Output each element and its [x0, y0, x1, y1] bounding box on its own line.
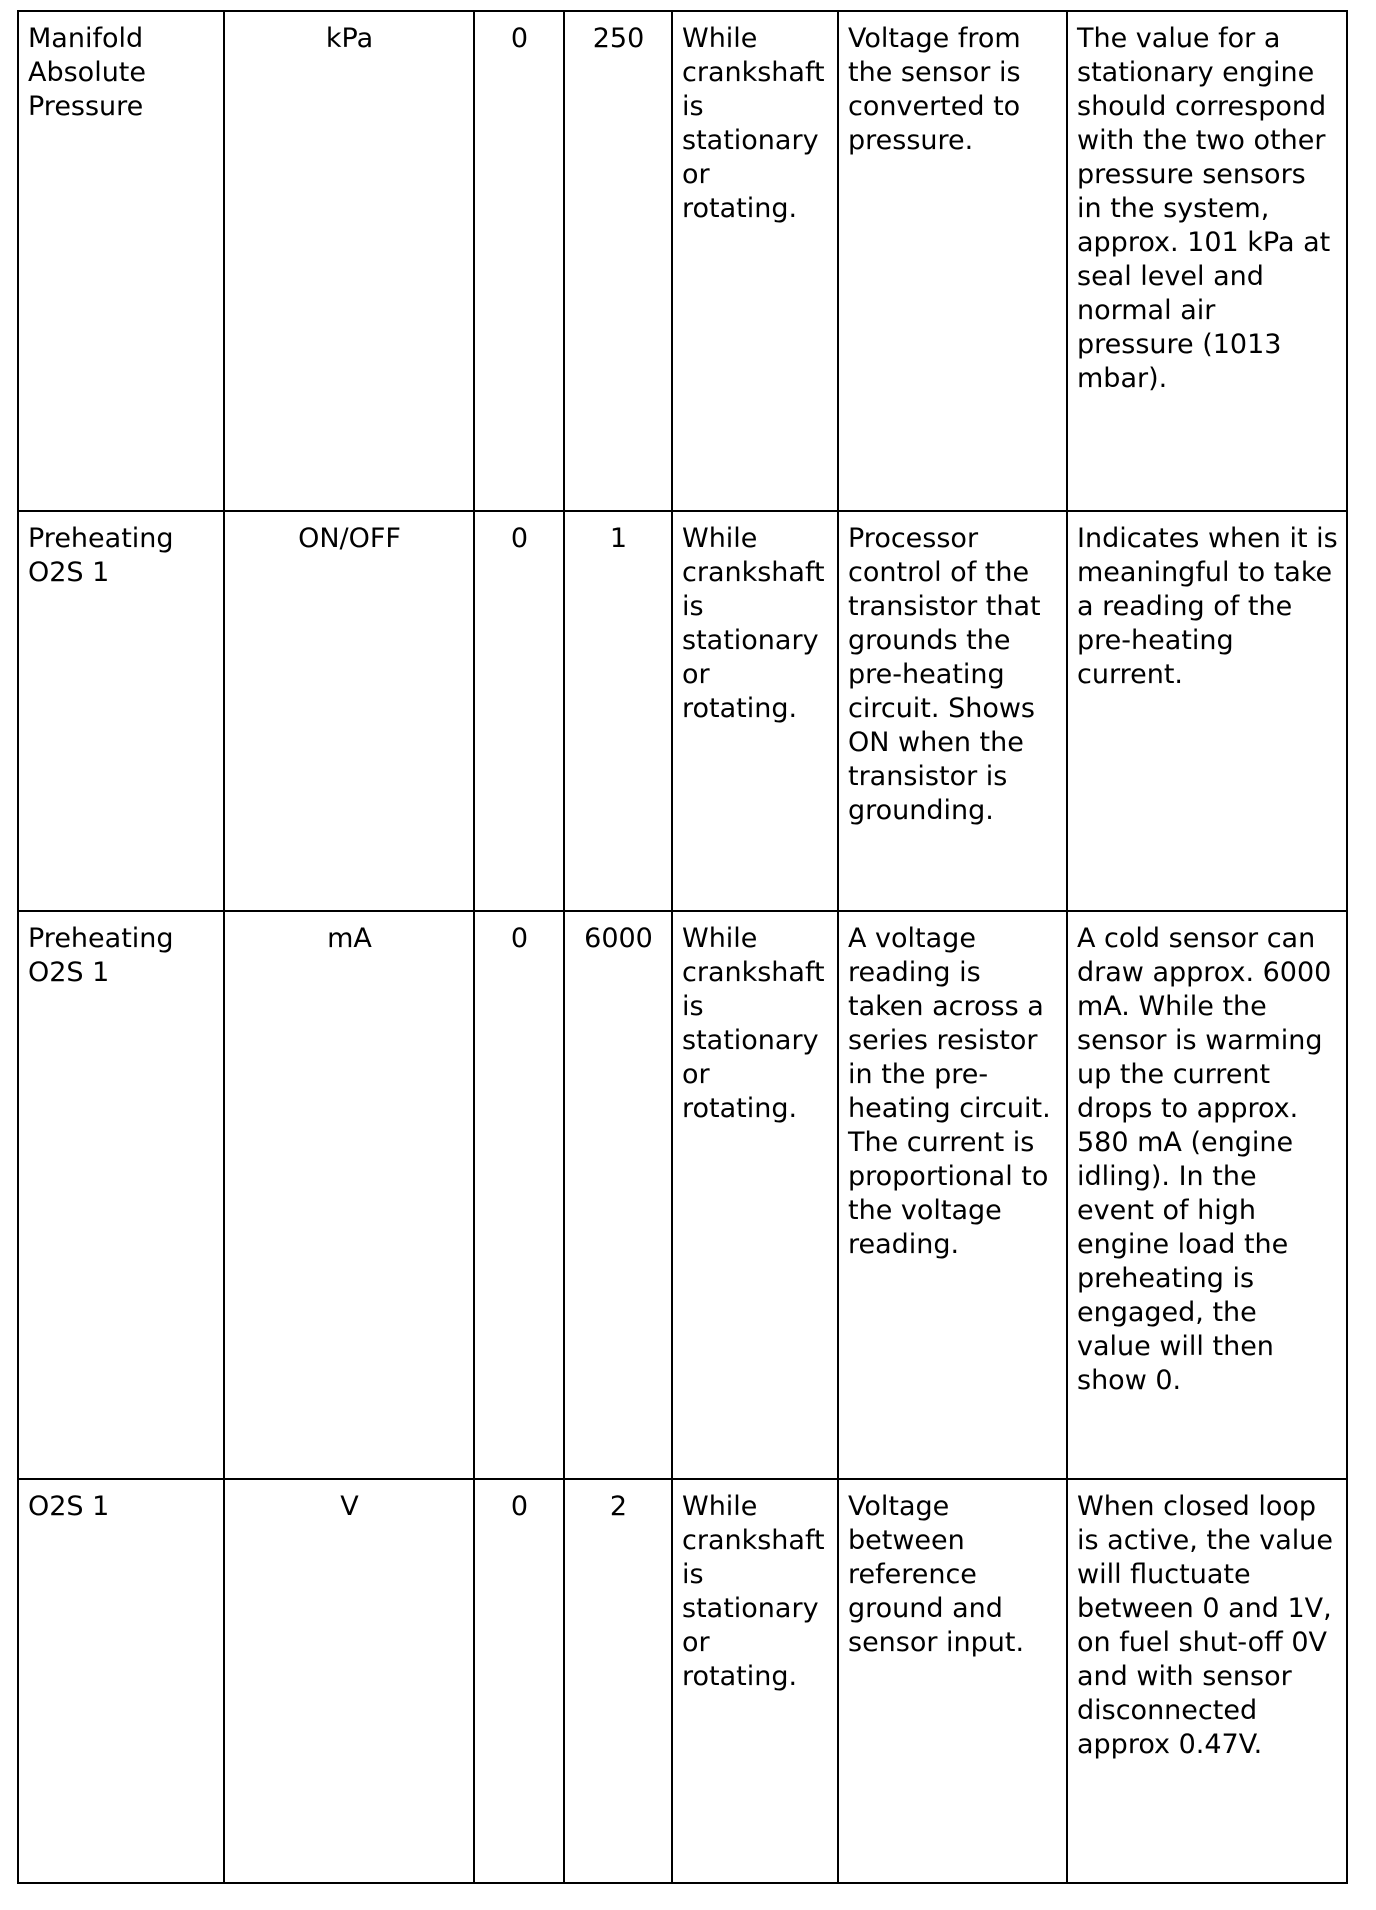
parameter-cell: O2S 1: [18, 1479, 224, 1883]
parameter-cell: Preheating O2S 1: [18, 911, 224, 1479]
max-value-cell: 1: [564, 511, 672, 911]
description-cell: Voltage from the sensor is converted to pressure.: [838, 11, 1067, 511]
parameter-cell: Preheating O2S 1: [18, 511, 224, 911]
unit-cell: mA: [224, 911, 474, 1479]
notes-cell: When closed loop is active, the value will fluctuate between 0 and 1V, on fuel shut-off 0V and with sensor disconnected approx 0.47V.: [1067, 1479, 1347, 1883]
description-cell: Processor control of the transistor that grounds the pre-heating circuit. Shows ON when the transistor is grounding.: [838, 511, 1067, 911]
notes-cell: The value for a stationary engine should correspond with the two other pressure sensors in the system, approx. 101 kPa at seal level and normal air pressure (1013 mbar).: [1067, 11, 1347, 511]
parameter-table: [17, 10, 1348, 1884]
min-value-cell: 0: [474, 1479, 564, 1883]
max-value-cell: 250: [564, 11, 672, 511]
condition-cell: While crankshaft is stationary or rotating.: [672, 911, 838, 1479]
table-row: [18, 511, 1347, 911]
condition-cell: While crankshaft is stationary or rotating.: [672, 11, 838, 511]
min-value-cell: 0: [474, 11, 564, 511]
unit-cell: kPa: [224, 11, 474, 511]
table-row: [18, 11, 1347, 511]
unit-cell: ON/OFF: [224, 511, 474, 911]
table-row: [18, 911, 1347, 1479]
parameter-cell: Manifold Absolute Pressure: [18, 11, 224, 511]
description-cell: Voltage between reference ground and sensor input.: [838, 1479, 1067, 1883]
description-cell: A voltage reading is taken across a series resistor in the pre-heating circuit. The current is proportional to the voltage reading.: [838, 911, 1067, 1479]
max-value-cell: 2: [564, 1479, 672, 1883]
notes-cell: A cold sensor can draw approx. 6000 mA. While the sensor is warming up the current drops to approx. 580 mA (engine idling). In the event of high engine load the preheating is engaged, the value will then show 0.: [1067, 911, 1347, 1479]
notes-cell: Indicates when it is meaningful to take a reading of the pre-heating current.: [1067, 511, 1347, 911]
condition-cell: While crankshaft is stationary or rotating.: [672, 1479, 838, 1883]
min-value-cell: 0: [474, 511, 564, 911]
unit-cell: V: [224, 1479, 474, 1883]
table-row: [18, 1479, 1347, 1883]
condition-cell: While crankshaft is stationary or rotating.: [672, 511, 838, 911]
max-value-cell: 6000: [564, 911, 672, 1479]
min-value-cell: 0: [474, 911, 564, 1479]
